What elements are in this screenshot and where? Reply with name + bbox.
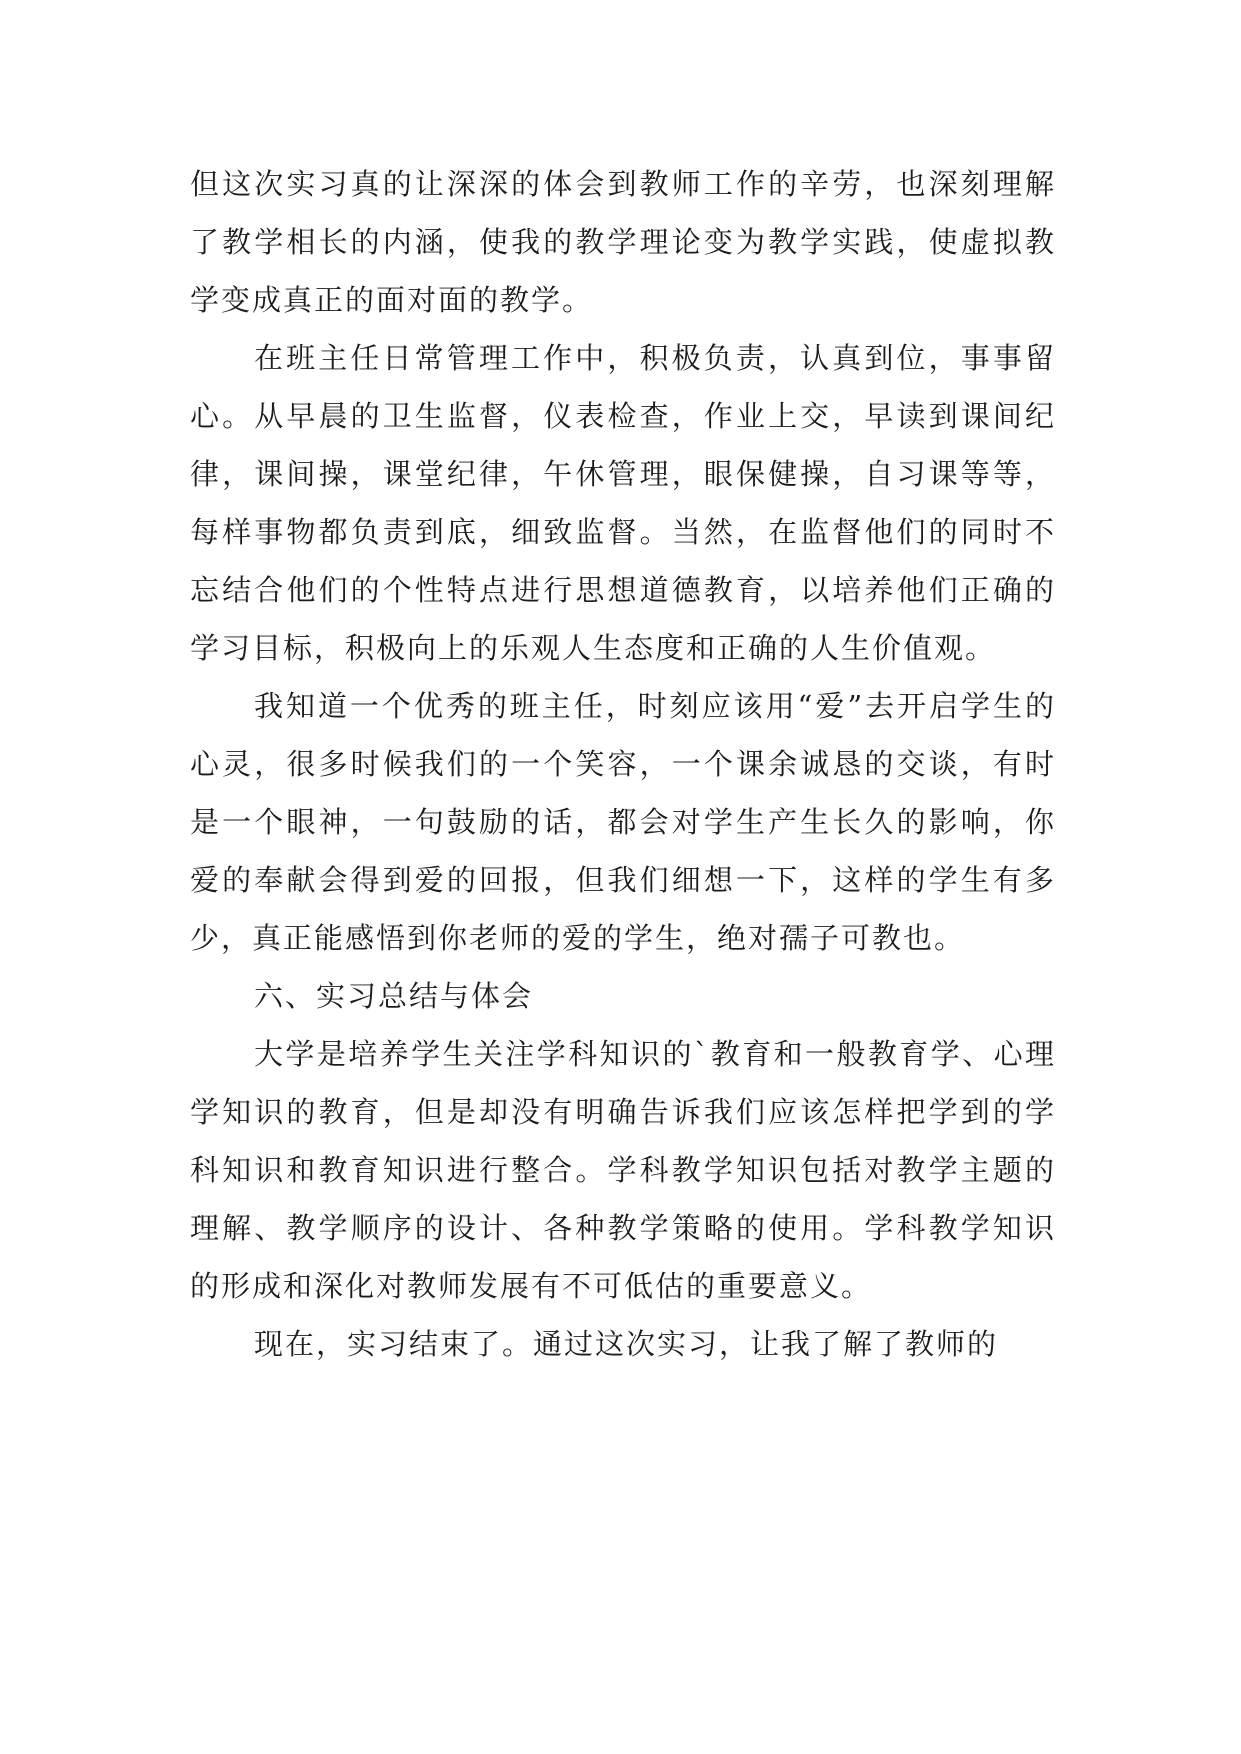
paragraph-university-education: 大学是培养学生关注学科知识的`教育和一般教育学、心理学知识的教育，但是却没有明确告诉我们应该怎样把学到的学科知识和教育知识进行整合。学科教学知识包括对教学主题的理解、教学顺序的设计、各种教学策略的使用。学科教学知识的形成和深化对教师发展有不可低估的重要意义。 [190,1037,1056,1303]
section-heading-summary: 六、实习总结与体会 [254,979,534,1013]
paragraph-internship-end: 现在，实习结束了。通过这次实习，让我了解了教师的 [254,1327,999,1361]
paragraph-teaching-reflection: 但这次实习真的让深深的体会到教师工作的辛劳，也深刻理解了教学相长的内涵，使我的教学理论变为教学实践，使虚拟教学变成真正的面对面的教学。 [190,167,1056,317]
document-body [190,155,1056,1373]
paragraph-teacher-love: 我知道一个优秀的班主任，时刻应该用“爱”去开启学生的心灵，很多时候我们的一个笑容，一个课余诚恳的交谈，有时是一个眼神，一句鼓励的话，都会对学生产生长久的影响，你爱的奉献会得到爱的回报，但我们细想一下，这样的学生有多少，真正能感悟到你老师的爱的学生，绝对孺子可教也。 [190,689,1056,955]
paragraph-class-management: 在班主任日常管理工作中，积极负责，认真到位，事事留心。从早晨的卫生监督，仪表检查，作业上交，早读到课间纪律，课间操，课堂纪律，午休管理，眼保健操，自习课等等，每样事物都负责到底，细致监督。当然，在监督他们的同时不忘结合他们的个性特点进行思想道德教育，以培养他们正确的学习目标，积极向上的乐观人生态度和正确的人生价值观。 [190,341,1056,665]
